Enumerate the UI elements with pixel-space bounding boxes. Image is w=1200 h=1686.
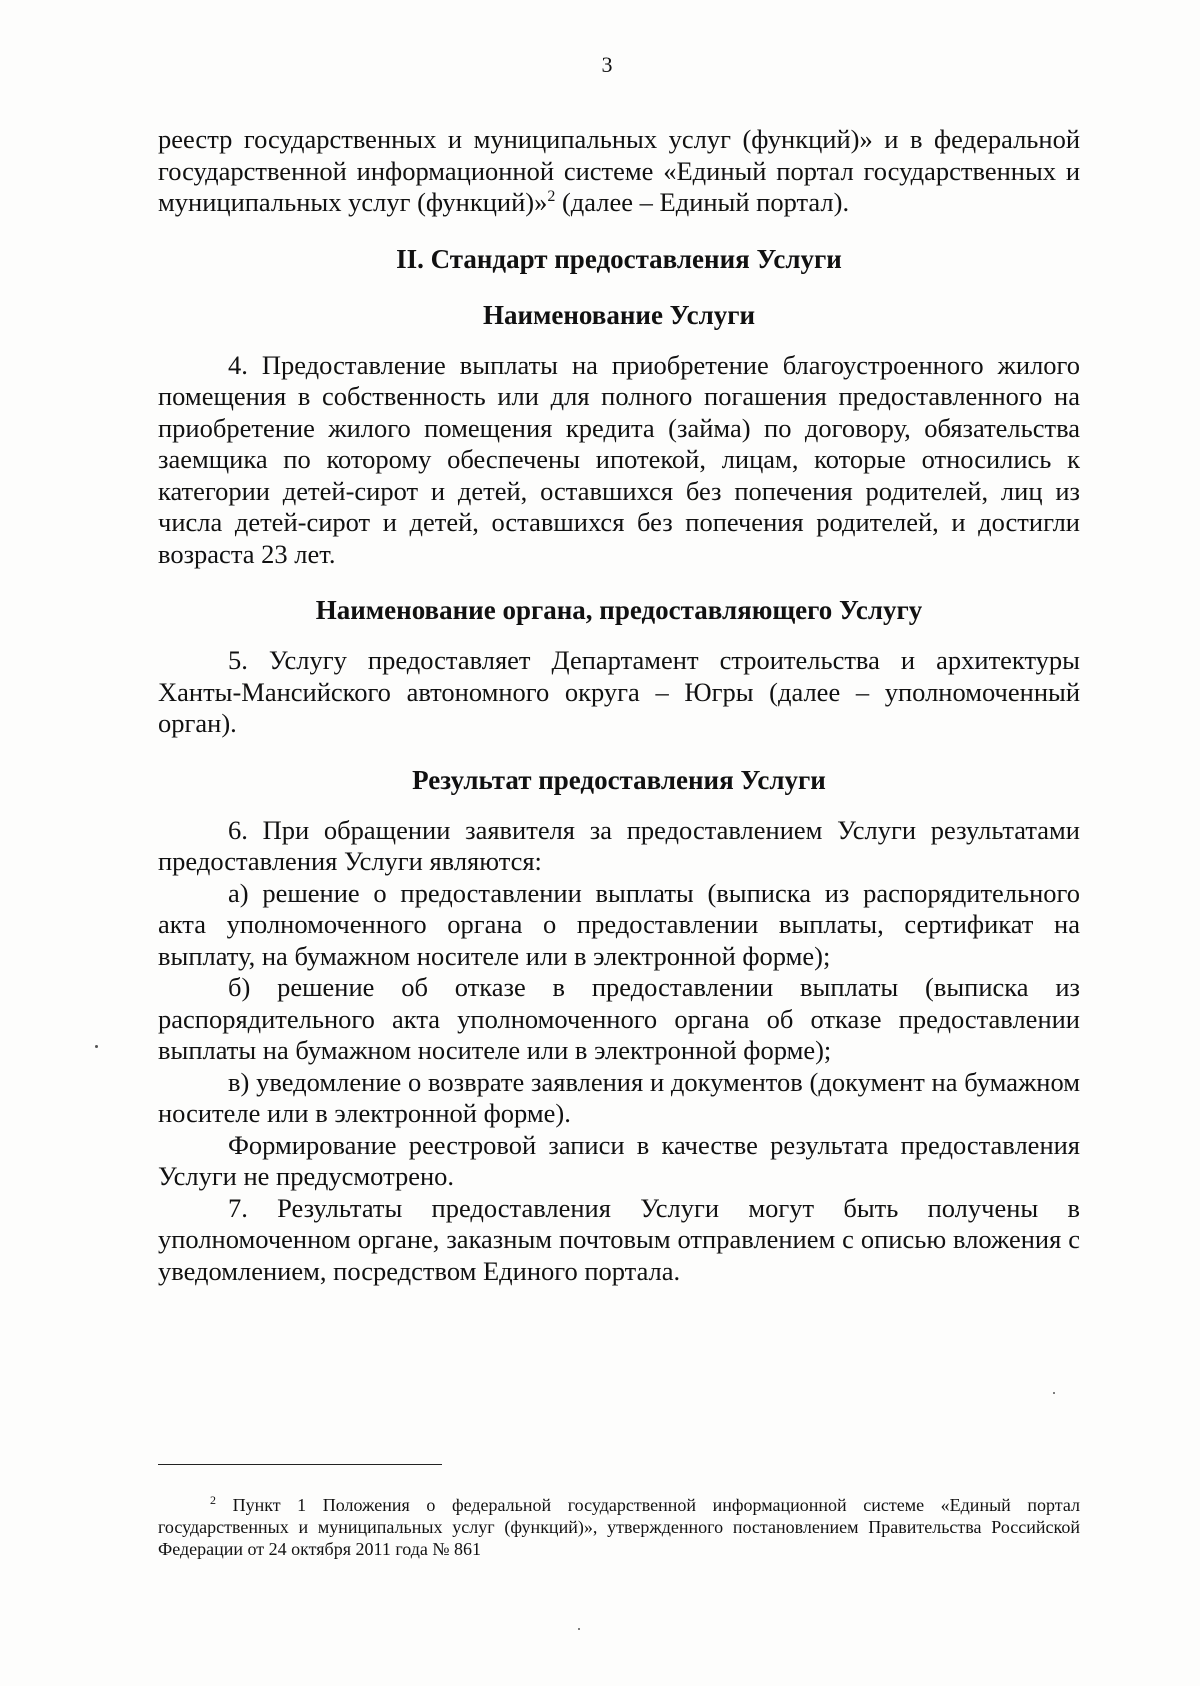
heading-authority-name: Наименование органа, предоставляющего Услугу: [315, 595, 923, 625]
intro-text-after: (далее – Единый портал).: [555, 187, 850, 217]
paragraph-4: 4. Предоставление выплаты на приобретение благоустроенного жилого помещения в собственность или для полного погашения предоставленного на приобретение жилого помещения кредита (займа) по договору, обязательства заемщика по которому обеспечены ипотекой, лицам, которые относились к категории детей-сирот и детей, оставшихся без попечения родителей, лиц из числа детей-сирот и детей, оставшихся без попечения родителей, и достигли возраста 23 лет.: [158, 349, 1080, 569]
footnote-text: Пункт 1 Положения о федеральной государственной информационной системе «Единый портал государственных и муниципальных услуг (функций)», утвержденного постановлением Правительства Российской Федерации от 24 октября 2011 года № 861: [158, 1495, 1080, 1559]
paragraph-6: 6. При обращении заявителя за предоставлением Услуги результатами предоставления Услуги являются:: [158, 814, 1080, 876]
scan-speck: [578, 1628, 580, 1630]
footnote-reference[interactable]: 2: [547, 188, 556, 206]
intro-text: реестр государственных и муниципальных услуг (функций)» и в федеральной государственной информационной системе «Единый портал государственных и муниципальных услуг (функций)»: [158, 124, 1080, 217]
heading-service-name: Наименование Услуги: [482, 299, 756, 330]
section-title: II. Стандарт предоставления Услуги: [396, 243, 842, 274]
footnote-marker: 2: [210, 1493, 216, 1507]
scan-speck: [1053, 1392, 1055, 1394]
page-number: 3: [601, 52, 613, 77]
paragraph-5: 5. Услугу предоставляет Департамент строительства и архитектуры Ханты-Мансийского автономного округа – Югры (далее – уполномоченный орган).: [158, 645, 1080, 738]
scan-speck: [95, 1045, 98, 1048]
intro-paragraph: [158, 124, 1080, 219]
paragraph-6a: а) решение о предоставлении выплаты (выписка из распорядительного акта уполномоченного органа о предоставлении выплаты, сертификат на выплату, на бумажном носителе или в электронной форме);: [158, 877, 1080, 971]
footnote: [158, 1494, 1080, 1560]
paragraph-6d: Формирование реестровой записи в качестве результата предоставления Услуги не предусмотрено.: [158, 1129, 1080, 1191]
heading-result: Результат предоставления Услуги: [412, 764, 826, 795]
paragraph-6c: в) уведомление о возврате заявления и документов (документ на бумажном носителе или в электронной форме).: [158, 1066, 1080, 1128]
paragraph-7: 7. Результаты предоставления Услуги могут быть получены в уполномоченном органе, заказным почтовым отправлением с описью вложения с уведомлением, посредством Единого портала.: [158, 1192, 1080, 1286]
paragraph-6b: б) решение об отказе в предоставлении выплаты (выписка из распорядительного акта уполномоченного органа об отказе предоставлении выплаты на бумажном носителе или в электронной форме);: [158, 972, 1080, 1065]
document-body: [158, 124, 1080, 1287]
footnote-divider: [158, 1464, 442, 1465]
